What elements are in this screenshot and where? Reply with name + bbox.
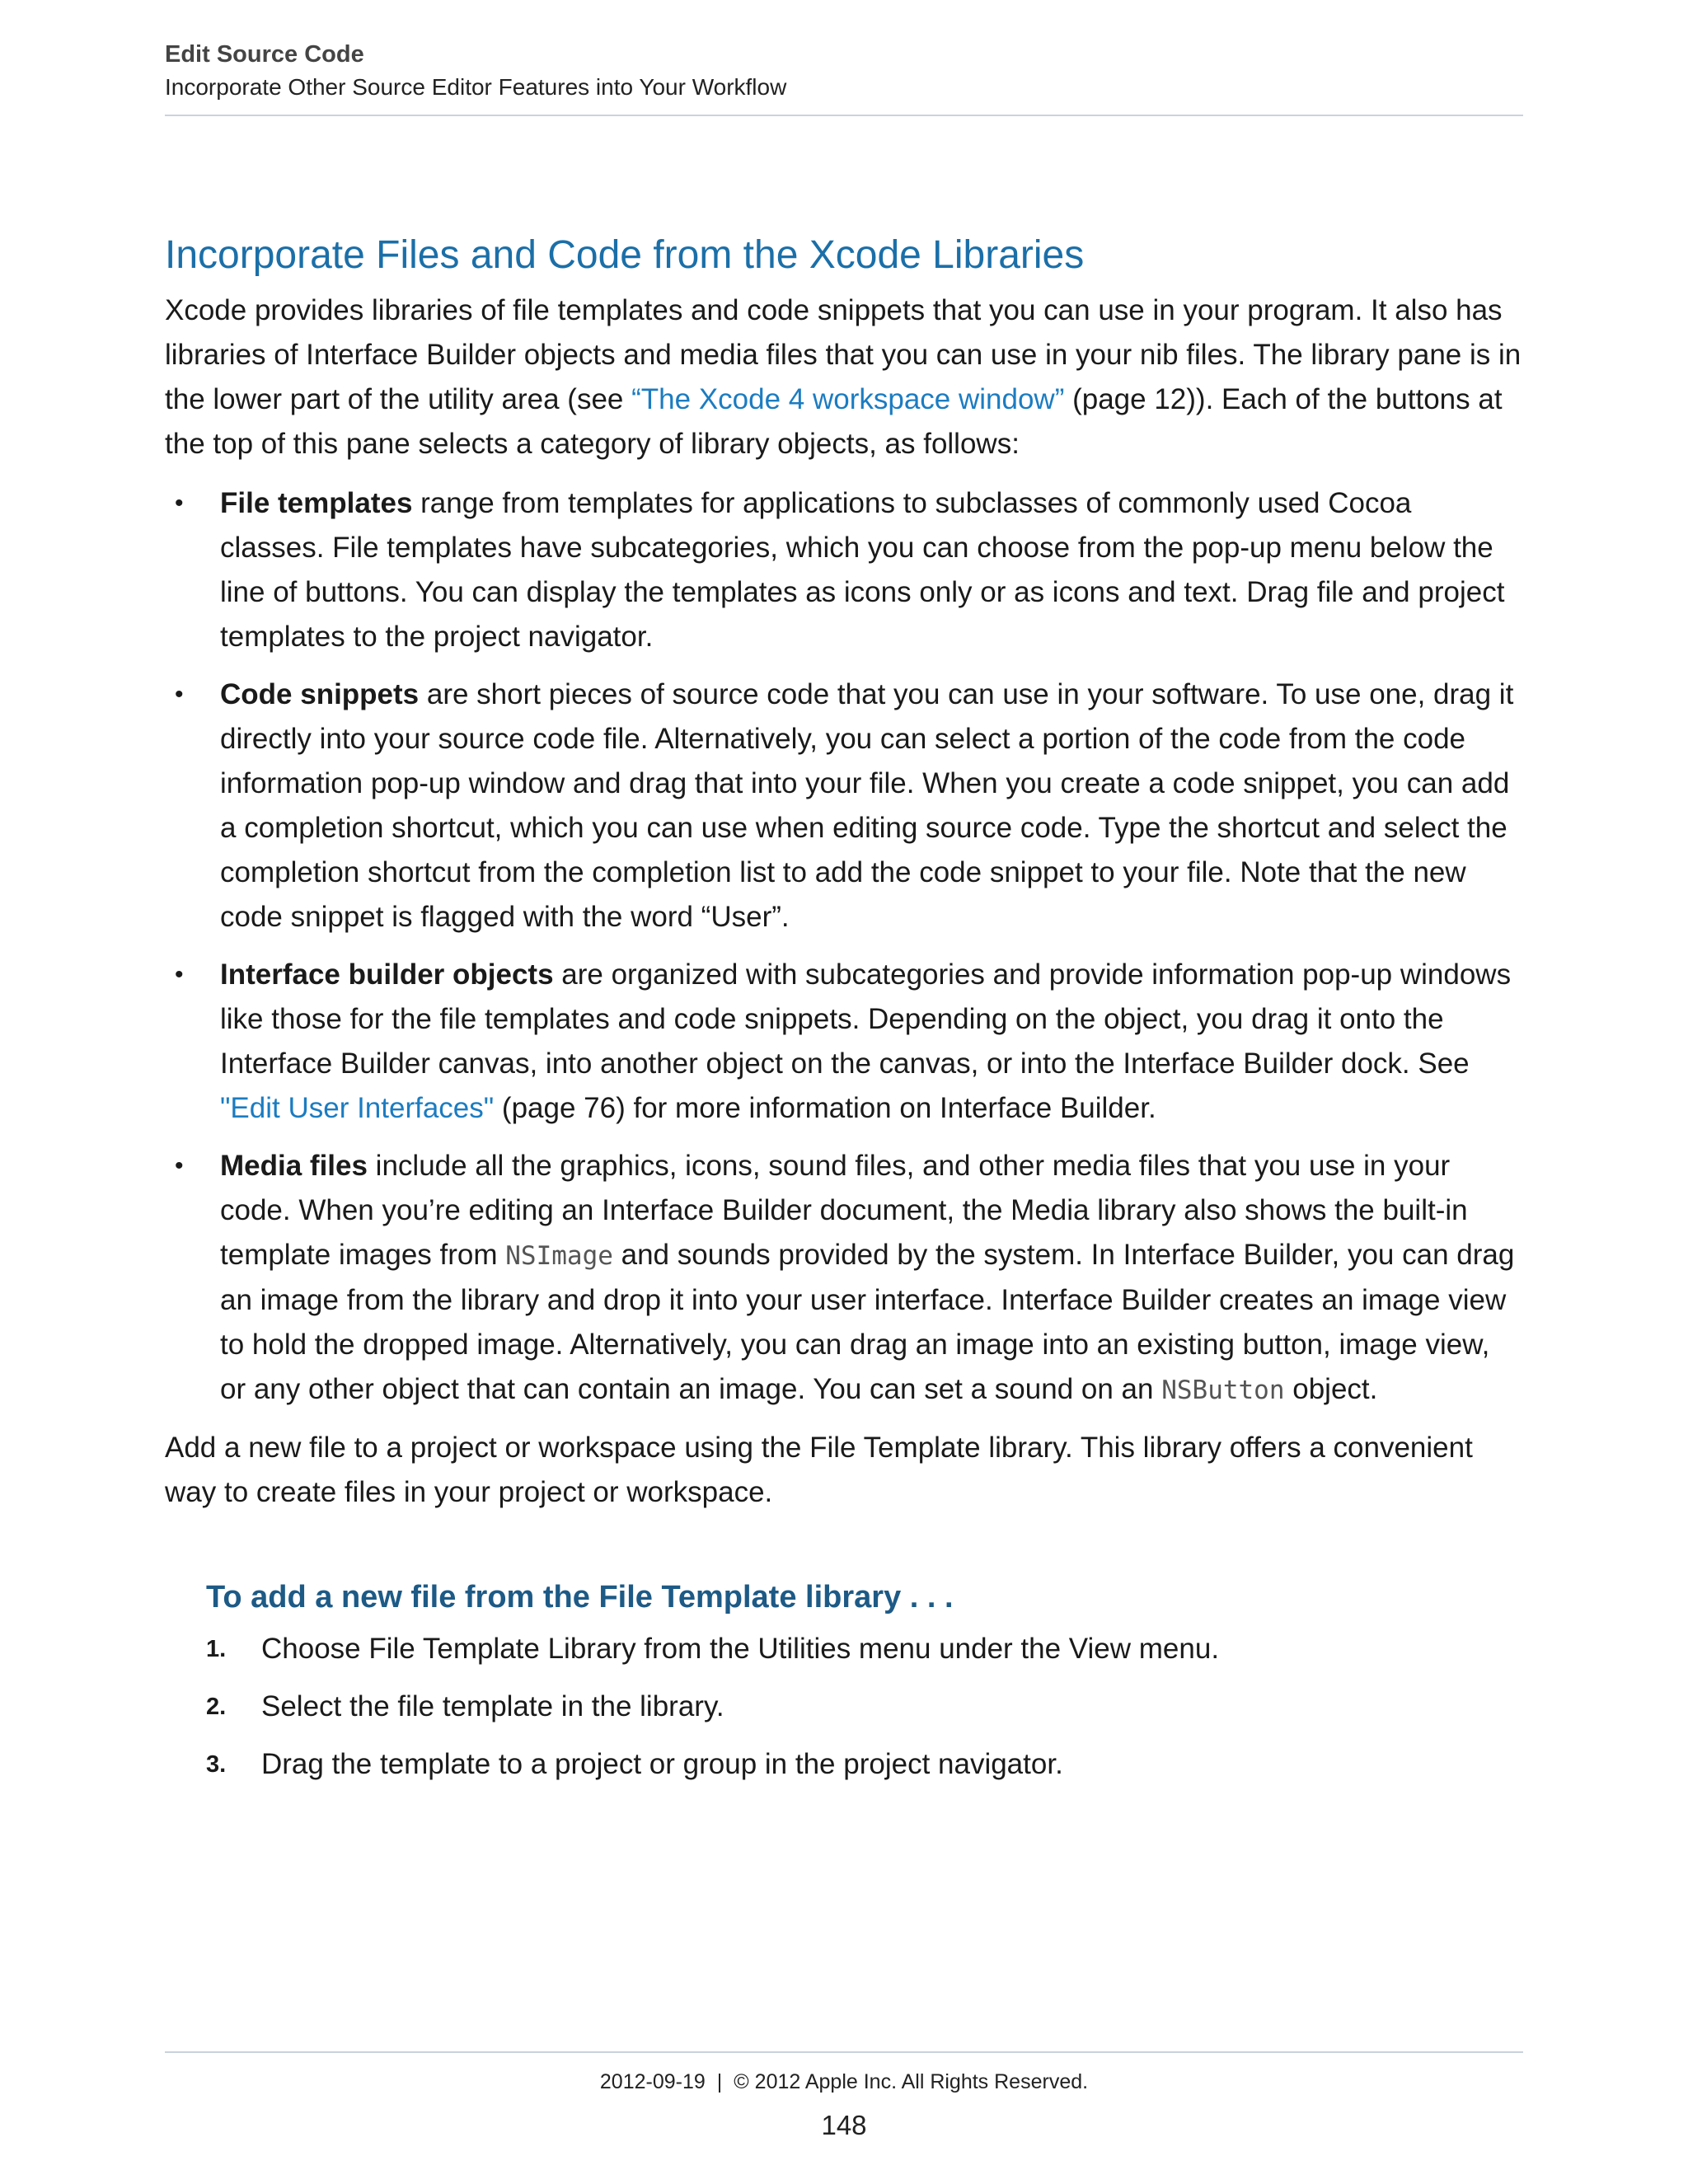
header-chapter: Edit Source Code [165, 41, 364, 68]
task-heading: To add a new file from the File Template library . . . [206, 1580, 954, 1615]
edit-user-interfaces-link[interactable]: "Edit User Interfaces" [220, 1092, 495, 1124]
bullet-icon: • [175, 961, 184, 988]
footer-divider [165, 2051, 1523, 2053]
bullet-text: are short pieces of source code that you can use in your software. To use one, drag it directly into your source code file. Alternatively, you can select a portion of the code from the code information pop-up window and drag that into your file. When you create a code snippet, you can add a completion shortcut, which you can use when editing source code. Type the shortcut and select the completion shortcut from the completion list to add the code snippet to your file. Note that the new code snippet is flagged with the word “User”. [220, 678, 1514, 933]
term-code-snippets: Code snippets [220, 678, 420, 710]
step-number: 3. [206, 1751, 227, 1778]
step-text: Select the file template in the library. [261, 1690, 724, 1722]
term-file-templates: File templates [220, 487, 413, 519]
bullet-text-3: object. [1284, 1373, 1378, 1405]
bullet-text-2: and sounds provided by the system. In Interface Builder, you can drag an image from the library and drop it into your user interface. Interface Builder creates an image view to hold the dropped image. Alternatively, you can drag an image into an existing button, image view, or any other object that can contain an image. You can set a sound on an [220, 1239, 1515, 1405]
bullet-text: are organized with subcategories and provide information pop-up windows like those for the file templates and code snippets. Depending on the object, you drag it onto the Interface Builder canvas, into another object on the canvas, or into the Interface Builder dock. See [220, 958, 1512, 1080]
file-template-paragraph: Add a new file to a project or workspace using the File Template library. This library offers a convenient way to create files in your project or workspace. [165, 1432, 1473, 1508]
step-item [206, 1685, 1523, 1729]
task-steps [206, 1627, 1523, 1787]
page-number: 148 [821, 2110, 867, 2140]
footer-copyright: © 2012 Apple Inc. All Rights Reserved. [734, 2070, 1089, 2093]
footer-separator: | [716, 2070, 723, 2093]
step-text: Choose File Template Library from the Utilities menu under the View menu. [261, 1633, 1220, 1665]
footer [0, 2067, 1688, 2097]
code-nsimage: NSImage [505, 1241, 613, 1271]
section-title: Incorporate Files and Code from the Xcode Libraries [165, 233, 1085, 277]
step-item [206, 1627, 1523, 1671]
main-content [165, 223, 1523, 1800]
bullet-icon: • [175, 490, 184, 517]
term-interface-builder-objects: Interface builder objects [220, 958, 554, 991]
bullet-icon: • [175, 681, 184, 708]
bullet-text: include all the graphics, icons, sound files, and other media files that you use in your code. When you’re editing an Interface Builder document, the Media library also shows the built-in template images from [220, 1150, 1468, 1271]
running-header [165, 38, 1523, 104]
step-number: 1. [206, 1636, 227, 1662]
bullet-text-2: (page 76) for more information on Interface Builder. [494, 1092, 1156, 1124]
footer-date: 2012-09-19 [599, 2070, 706, 2093]
list-item-media-files [165, 1144, 1523, 1413]
intro-text-2: (page 12)). Each of the buttons at the top of this pane selects a category of library objects, as follows: [165, 383, 1503, 460]
list-item-code-snippets [165, 673, 1523, 940]
intro-text-1: Xcode provides libraries of file templates and code snippets that you can use in your program. It also has libraries of Interface Builder objects and media files that you can use in your nib files. The library pane is in the lower part of the utility area (see [165, 294, 1522, 415]
term-media-files: Media files [220, 1150, 368, 1182]
library-category-list [165, 481, 1523, 1413]
code-nsbutton: NSButton [1161, 1376, 1285, 1405]
step-item [206, 1742, 1523, 1787]
bullet-icon: • [175, 1152, 184, 1179]
step-text: Drag the template to a project or group in the project navigator. [261, 1748, 1063, 1780]
header-section: Incorporate Other Source Editor Features into Your Workflow [165, 74, 787, 100]
list-item-file-templates [165, 481, 1523, 659]
list-item-interface-builder-objects [165, 953, 1523, 1131]
workspace-window-link[interactable]: “The Xcode 4 workspace window” [631, 383, 1065, 415]
step-number: 2. [206, 1694, 227, 1720]
bullet-text: range from templates for applications to subclasses of commonly used Cocoa classes. File templates have subcategories, which you can choose from the pop-up menu below the line of buttons. You can display the templates as icons only or as icons and text. Drag file and project templates to the project navigator. [220, 487, 1505, 653]
header-divider [165, 115, 1523, 116]
intro-paragraph [165, 288, 1523, 466]
